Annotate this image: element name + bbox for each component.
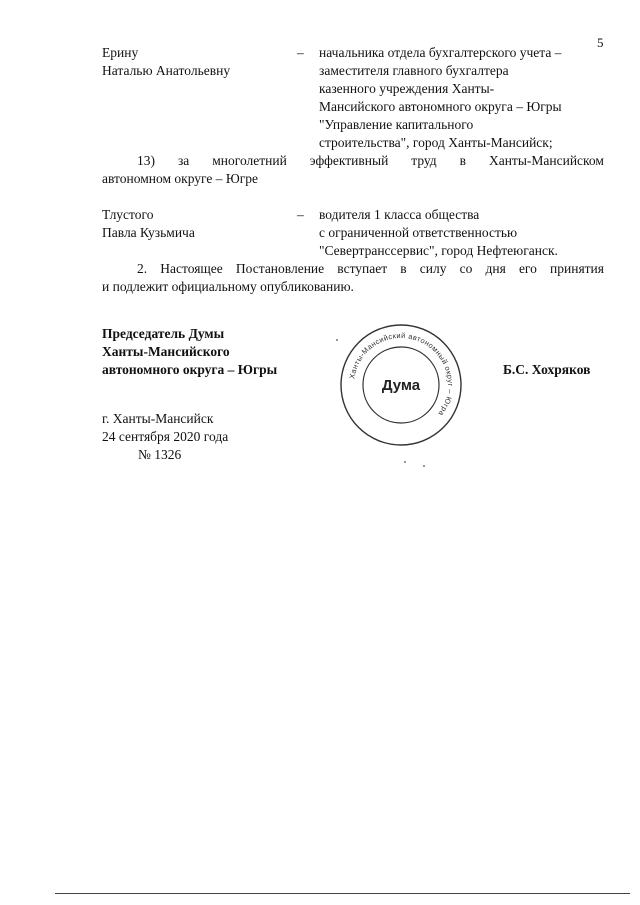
award-position-line: "Севертранссервис", город Нефтеюганск. xyxy=(319,243,558,258)
award-recipient-name-1: Ерину xyxy=(102,45,139,60)
svg-text:Ханты-Мансийский автономный ок xyxy=(347,331,455,418)
item-13-line-1 xyxy=(137,152,604,169)
stamp-ring-text: Ханты-Мансийский автономный округ – Югра xyxy=(347,330,456,419)
document-date: 24 сентября 2020 года xyxy=(102,429,229,444)
award-recipient-name-1: Тлустого xyxy=(102,207,154,222)
item-13-word: труд xyxy=(411,153,437,168)
stamp-center-text: Дума xyxy=(381,377,421,394)
clause-2-word: вступает xyxy=(337,261,388,276)
award-recipient-name-2: Наталью Анатольевну xyxy=(102,63,231,78)
page-bottom-rule xyxy=(55,893,630,894)
scan-speck xyxy=(404,461,406,463)
award-recipient-name-2: Павла Кузьмича xyxy=(102,225,195,240)
award-position-line: "Управление капитального xyxy=(319,117,474,132)
award-dash: – xyxy=(297,207,304,222)
signatory-title-line: Председатель Думы xyxy=(102,326,225,341)
item-13-word: эффективный xyxy=(309,153,389,168)
document-number: № 1326 xyxy=(138,447,182,462)
clause-2-word: силу xyxy=(419,261,447,276)
award-position-line: Мансийского автономного округа – Югры xyxy=(319,99,562,114)
clause-2-word: 2. xyxy=(137,261,148,276)
clause-2-word: его xyxy=(518,261,537,276)
award-position-line: начальника отдела бухгалтерского учета – xyxy=(319,45,562,60)
page-number: 5 xyxy=(597,35,604,50)
clause-2-word: Настоящее xyxy=(160,261,223,276)
scan-speck xyxy=(423,465,425,467)
item-13-word: в xyxy=(459,153,466,168)
award-position-line: казенного учреждения Ханты- xyxy=(319,81,495,96)
item-13-word: 13) xyxy=(137,153,155,168)
award-dash: – xyxy=(297,45,304,60)
document-place: г. Ханты-Мансийск xyxy=(102,411,214,426)
award-position-line: с ограниченной ответственностью xyxy=(319,225,518,240)
item-13-word: Ханты-Мансийском xyxy=(488,153,604,168)
signatory-title-line: автономного округа – Югры xyxy=(102,362,278,377)
award-position-line: заместителя главного бухгалтера xyxy=(319,63,509,78)
item-13-word: многолетний xyxy=(212,153,287,168)
signatory-name: Б.С. Хохряков xyxy=(503,362,591,377)
clause-2-line-2: и подлежит официальному опубликованию. xyxy=(102,279,354,294)
clause-2-word: в xyxy=(400,261,407,276)
award-position-line: строительства", город Ханты-Мансийск; xyxy=(319,135,553,150)
clause-2-line-1 xyxy=(137,260,604,277)
clause-2-word: принятия xyxy=(550,261,604,276)
award-position-line: водителя 1 класса общества xyxy=(319,207,480,222)
clause-2-word: со xyxy=(459,261,473,276)
clause-2-word: Постановление xyxy=(235,261,325,276)
signatory-title-line: Ханты-Мансийского xyxy=(102,344,230,359)
clause-2-word: дня xyxy=(485,261,506,276)
official-stamp xyxy=(339,323,463,447)
item-13-line-2: автономном округе – Югре xyxy=(102,171,259,186)
scan-speck xyxy=(336,339,338,341)
item-13-word: за xyxy=(177,153,190,168)
